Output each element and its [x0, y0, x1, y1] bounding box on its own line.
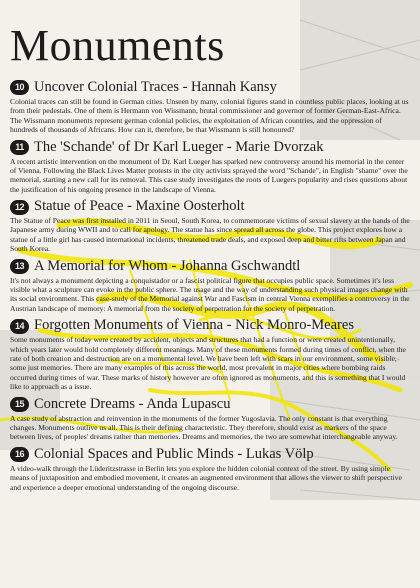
entry-description: It's not always a monument depicting a conquistador or a fascist political figure that occupies public space. Sometimes it's less visible what a sculpture can evoke in the public sphere. The usage and the way of understanding such physical images change with its social environment. This case-study of the Memorial against War and Fascism in central Vienna exemplifies a controversy in the Austrian landscape of memory: A memorial from the society of perpetration for the society of perpetration.	[10, 275, 410, 313]
entry-description: Colonial traces can still be found in German cities. Unseen by many, colonial figures stand in countless public places, looking at us from their pedestals. One of them is Hermann von Wissmann, brutal commissioner and governor of former German-East-Africa. The Wissmann monuments represent german colonial policies, the exploitation of African countries, and the oppression of hundreds of thousands of Africans. How can it, therefore, be that Wissmann is still honoured?	[10, 96, 409, 135]
entry-title: Uncover Colonial Traces - Hannah Kansy	[34, 79, 277, 95]
entry-15	[10, 397, 410, 442]
entry-13	[10, 259, 410, 314]
entry-description: Some monuments of today were created by accident, objects and structures that had a function or were created unintentionally, which years later would hold completely different meanings. Many of these monuments formed during times of conflict, when the rate of both creation and destruction are on a monumental level. We have been left with scars in our environment, some visible, some just memories. There are many examples of this across the world, most prevalent in major cities where bombing raids occurred during times of war. These marks of history however are often ignored as monuments, and this is something that I would like to approach as a issue.	[10, 335, 406, 392]
entry-11	[10, 140, 410, 195]
entry-title: Forgotten Monuments of Vienna - Nick Monro-Meares	[34, 317, 354, 334]
entry-number-badge: 12	[10, 200, 29, 215]
page-title: Monuments	[10, 21, 225, 70]
entry-number-badge: 11	[10, 140, 29, 155]
entry-10	[10, 80, 410, 135]
entry-number-badge: 16	[10, 447, 29, 462]
entry-heading	[10, 447, 410, 463]
entry-heading	[10, 259, 410, 275]
entry-number-badge: 13	[10, 259, 29, 274]
entry-14	[10, 318, 410, 391]
entry-16	[10, 447, 410, 492]
entry-description: A case study of abstraction and reinvention in the monuments of the former Yugoslavia. The only constant is that everything changes. Monuments outlive us all. This is their defining characteristic. They therefore, should exist as markers of the space between lives, of peoples' dreams rather than memories. Dreams and memories, the two are somewhat interchangeable anyway.	[10, 413, 398, 442]
entry-title: Concrete Dreams - Anda Lupascu	[34, 395, 231, 412]
entry-title: The 'Schande' of Dr Karl Lueger - Marie Dvorzak	[34, 138, 324, 155]
entry-description: A video-walk through the Lüderitzstrasse in Berlin lets you explore the hidden colonial context of the street. By using simple means of juxtaposition and embodied movement, it creates an augmented environment that allows the viewer to shift perspective and experience a deeper emotional understanding of the ongoing discourse.	[10, 463, 402, 492]
entry-heading	[10, 397, 410, 413]
entry-number-badge: 15	[10, 397, 29, 412]
entry-description: A recent artistic intervention on the monument of Dr. Karl Lueger has sparked new controversy around his memorial in the center of Vienna. Following the Black Lives Matter protests in the city activists sprayed the word "Schande", in English "shame" over the memorial, starting a new call for its removal. This case study investigates the roots of Luegers popularity and rises questions about the justification of his ongoing presence in the landscape of Vienna.	[10, 156, 408, 194]
entry-number-badge: 14	[10, 319, 29, 334]
entry-12	[10, 199, 410, 254]
entry-heading	[10, 80, 410, 96]
entry-number-badge: 10	[10, 80, 29, 95]
entry-heading	[10, 140, 410, 156]
entry-title: Colonial Spaces and Public Minds - Lukas Völp	[34, 445, 314, 462]
entry-heading	[10, 199, 410, 215]
entry-title: Statue of Peace - Maxine Oosterholt	[34, 198, 245, 215]
entry-description: The Statue of Peace was first installed in 2011 in Seoul, South Korea, to commemorate victims of sexual slavery at the hands of the Japanese army during WWII and to call for apology. The statue has since spread all across the globe. This project explores how a statue of a little girl has caused international incidents, threatened trade deals, and exposed deep and bitter rifts between Japan and South Korea.	[10, 216, 410, 254]
entry-heading	[10, 318, 410, 334]
entry-title: A Memorial for Whom - Johanna Gschwandtl	[34, 257, 301, 274]
